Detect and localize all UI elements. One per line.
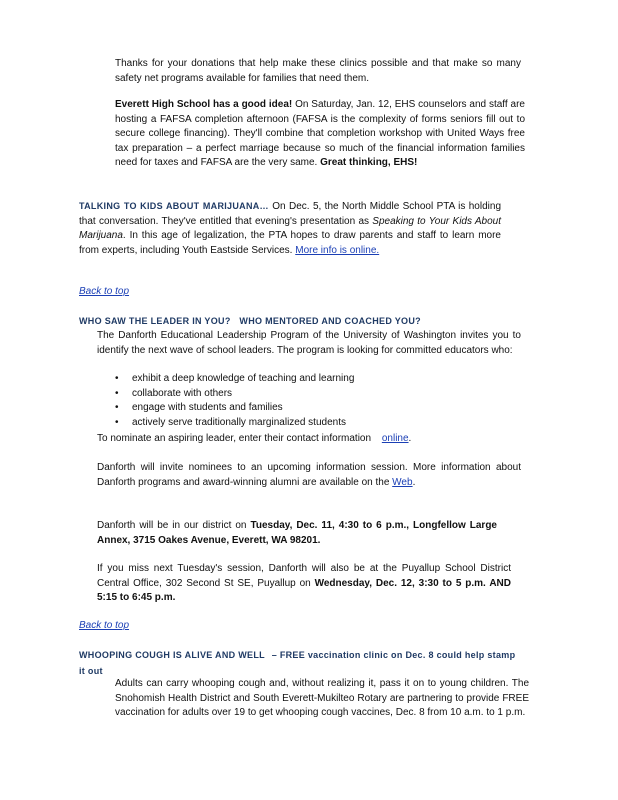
danforth-puyallup-text: If you miss next Tuesday's session, Danforth will also be at the Puyallup School District Central Office, 302 Second St SE, Puyallup on bbox=[97, 563, 511, 589]
danforth-web-link[interactable]: Web bbox=[392, 476, 413, 488]
everett-body: On Saturday, Jan. 12, EHS counselors and staff are hosting a FAFSA completion afternoon (FAFSA is the complexity of forms seniors fill out to secure college financing). They'll combine that completion workshop with United Ways free tax preparation – a perfect marriage because so much of the financial information families need for taxes and FAFSA are the very same. bbox=[115, 99, 525, 168]
danforth-info-paragraph bbox=[97, 461, 521, 490]
list-item: • engage with students and families bbox=[97, 401, 497, 416]
everett-lead: Everett High School has a good idea! bbox=[115, 99, 293, 110]
nominate-end: . bbox=[408, 433, 412, 444]
leaders-intro-paragraph bbox=[97, 329, 521, 358]
nominate-text: To nominate an aspiring leader, enter their contact information bbox=[97, 433, 372, 444]
nominate-line bbox=[97, 432, 517, 447]
marijuana-heading: TALKING TO KIDS ABOUT MARIJUANA… bbox=[79, 201, 269, 211]
leaders-heading: WHO SAW THE LEADER IN YOU? bbox=[79, 316, 231, 326]
whooping-paragraph bbox=[115, 677, 529, 721]
nominate-online-link[interactable]: online bbox=[381, 433, 409, 444]
danforth-everett-text: Danforth will be in our district on bbox=[97, 520, 247, 531]
danforth-info-text: Danforth will invite nominees to an upcoming information session. More information about Danforth programs and award-winning alumni are available on the bbox=[97, 462, 521, 488]
list-item: • collaborate with others bbox=[97, 387, 497, 402]
everett-paragraph bbox=[115, 98, 525, 171]
intro-paragraph bbox=[115, 57, 521, 86]
marijuana-body-b: . In this age of legalization, the PTA hopes to draw parents and staff to learn more from experts, including Youth Eastside Services. bbox=[79, 230, 501, 256]
danforth-everett-paragraph bbox=[97, 519, 497, 548]
danforth-info-end: . bbox=[412, 476, 416, 488]
marijuana-more-info-link[interactable]: More info is online. bbox=[295, 244, 380, 256]
marijuana-presentation-title: Speaking to Your Kids About Marijuana bbox=[79, 215, 502, 241]
back-to-top-link-1[interactable]: Back to top bbox=[79, 286, 130, 297]
whooping-heading-rest: – FREE vaccination clinic on Dec. 8 could help stamp it out bbox=[79, 650, 516, 676]
whooping-heading: WHOOPING COUGH IS ALIVE AND WELL bbox=[79, 650, 265, 660]
whooping-body: Adults can carry whooping cough and, without realizing it, pass it on to young children. The Snohomish Health District and South Everett-Mukilteo Rotary are partnering to provide FREE vaccination for adults over 19 to get whooping cough vaccines, Dec. 8 from 10 a.m. to 1 p.m. bbox=[115, 678, 529, 718]
intro-text: Thanks for your donations that help make these clinics possible and that make so many safety net programs available for families that need them. bbox=[115, 58, 521, 84]
leaders-subheading: WHO MENTORED AND COACHED YOU? bbox=[239, 316, 421, 326]
marijuana-section bbox=[79, 199, 501, 258]
danforth-everett-details: Tuesday, Dec. 11, 4:30 to 6 p.m., Longfellow Large Annex, 3715 Oakes Avenue, Everett, WA 98201. bbox=[97, 520, 497, 546]
whooping-heading-line bbox=[79, 648, 519, 679]
back-to-top-link-2[interactable]: Back to top bbox=[79, 620, 130, 631]
marijuana-body-a: On Dec. 5, the North Middle School PTA is holding that conversation. They've entitled that evening's presentation as bbox=[79, 201, 502, 227]
leaders-criteria-list bbox=[97, 372, 497, 430]
leaders-p1: The Danforth Educational Leadership Program of the University of Washington invites you to identify the next wave of school leaders. The program is looking for committed educators who: bbox=[97, 330, 521, 356]
list-item: • exhibit a deep knowledge of teaching and learning bbox=[97, 372, 497, 387]
danforth-puyallup-paragraph bbox=[97, 562, 511, 606]
danforth-puyallup-details: Wednesday, Dec. 12, 3:30 to 5 p.m. AND 5:15 to 6:45 p.m. bbox=[97, 577, 511, 603]
leaders-heading-line bbox=[79, 314, 519, 330]
everett-closing: Great thinking, EHS! bbox=[320, 157, 418, 168]
list-item: • actively serve traditionally marginalized students bbox=[97, 416, 497, 431]
